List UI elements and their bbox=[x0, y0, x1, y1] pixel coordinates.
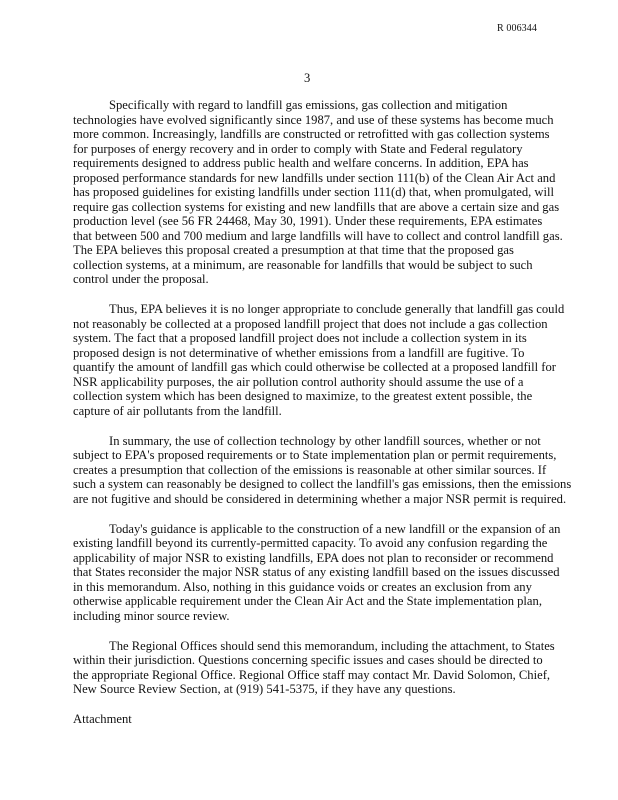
text-line: production level (see 56 FR 24468, May 30, 1991). Under these requirements, EPA estimates bbox=[73, 214, 543, 228]
paragraph-summary bbox=[73, 434, 573, 507]
text-line: that between 500 and 700 medium and large landfills will have to collect and control landfill gas. bbox=[73, 228, 563, 243]
text-line: Specifically with regard to landfill gas emissions, gas collection and mitigation bbox=[109, 98, 508, 112]
text-line: proposed design is not determinative of whether emissions from a landfill are fugitive. To bbox=[73, 345, 525, 360]
text-line: including minor source review. bbox=[73, 608, 230, 623]
text-line: in this memorandum. Also, nothing in this guidance voids or creates an exclusion from any bbox=[73, 579, 532, 594]
text-line: proposed performance standards for new landfills under section 111(b) of the Clean Air Act and bbox=[73, 170, 556, 185]
paragraph-no-longer-appropriate bbox=[73, 302, 573, 418]
document-body bbox=[73, 98, 573, 727]
text-line: The Regional Offices should send this memorandum, including the attachment, to States bbox=[109, 638, 555, 653]
paragraph-todays-guidance bbox=[73, 522, 573, 624]
attachment-label: Attachment bbox=[73, 712, 132, 726]
text-line: collection system which has been designed to maximize, to the greatest extent possible, the bbox=[73, 389, 533, 403]
text-line: NSR applicability purposes, the air pollution control authority should assume the use of a bbox=[73, 374, 524, 389]
text-line: existing landfill beyond its currently-permitted capacity. To avoid any confusion regarding the bbox=[73, 536, 548, 550]
text-line: collection systems, at a minimum, are reasonable for landfills that would be subject to such bbox=[73, 257, 533, 272]
text-line: New Source Review Section, at (919) 541-5375, if they have any questions. bbox=[73, 682, 456, 696]
text-line: that States reconsider the major NSR status of any existing landfill based on the issues discussed bbox=[73, 565, 560, 579]
text-line: are not fugitive and should be considered in determining whether a major NSR permit is required. bbox=[73, 491, 567, 506]
text-line: capture of air pollutants from the landfill. bbox=[73, 403, 282, 418]
page-number: 3 bbox=[304, 71, 311, 85]
text-line: The EPA believes this proposal created a presumption at that time that the proposed gas bbox=[73, 243, 514, 257]
paragraph-landfill-gas-emissions bbox=[73, 98, 573, 287]
bates-number: R 006344 bbox=[497, 23, 537, 34]
paragraph-regional-offices bbox=[73, 639, 573, 697]
text-line: require gas collection systems for existing and new landfills that are above a certain size and gas bbox=[73, 199, 560, 214]
text-line: the appropriate Regional Office. Regional Office staff may contact Mr. David Solomon, Chief, bbox=[73, 667, 551, 682]
text-line: technologies have evolved significantly since 1987, and use of these systems has become much bbox=[73, 112, 554, 127]
text-line: applicability of major NSR to existing landfills, EPA does not plan to reconsider or recommend bbox=[73, 550, 554, 565]
text-line: more common. Increasingly, landfills are constructed or retrofitted with gas collection systems bbox=[73, 127, 550, 141]
text-line: such a system can reasonably be designed to collect the landfill's gas emissions, then the emissions bbox=[73, 477, 572, 491]
text-line: In summary, the use of collection technology by other landfill sources, whether or not bbox=[109, 433, 541, 448]
text-line: control under the proposal. bbox=[73, 272, 209, 286]
text-line: within their jurisdiction. Questions concerning specific issues and cases should be directed to bbox=[73, 653, 543, 667]
text-line: for purposes of energy recovery and in order to comply with State and Federal regulatory bbox=[73, 141, 523, 156]
text-line: creates a presumption that collection of the emissions is reasonable at other similar sources. If bbox=[73, 462, 547, 477]
text-line: system. The fact that a proposed landfill project does not include a collection system in its bbox=[73, 331, 527, 345]
text-line: has proposed guidelines for existing landfills under section 111(d) that, when promulgated, will bbox=[73, 185, 555, 199]
text-line: subject to EPA's proposed requirements or to State implementation plan or permit requirements, bbox=[73, 448, 557, 462]
text-line: requirements designed to address public health and welfare concerns. In addition, EPA has bbox=[73, 156, 529, 170]
text-line: otherwise applicable requirement under the Clean Air Act and the State implementation plan, bbox=[73, 594, 542, 608]
text-line: Thus, EPA believes it is no longer appropriate to conclude generally that landfill gas could bbox=[109, 302, 565, 316]
text-line: not reasonably be collected at a proposed landfill project that does not include a gas collection bbox=[73, 316, 548, 331]
text-line: Today's guidance is applicable to the construction of a new landfill or the expansion of an bbox=[109, 521, 561, 536]
text-line: quantify the amount of landfill gas which could otherwise be collected at a proposed landfill for bbox=[73, 360, 556, 374]
